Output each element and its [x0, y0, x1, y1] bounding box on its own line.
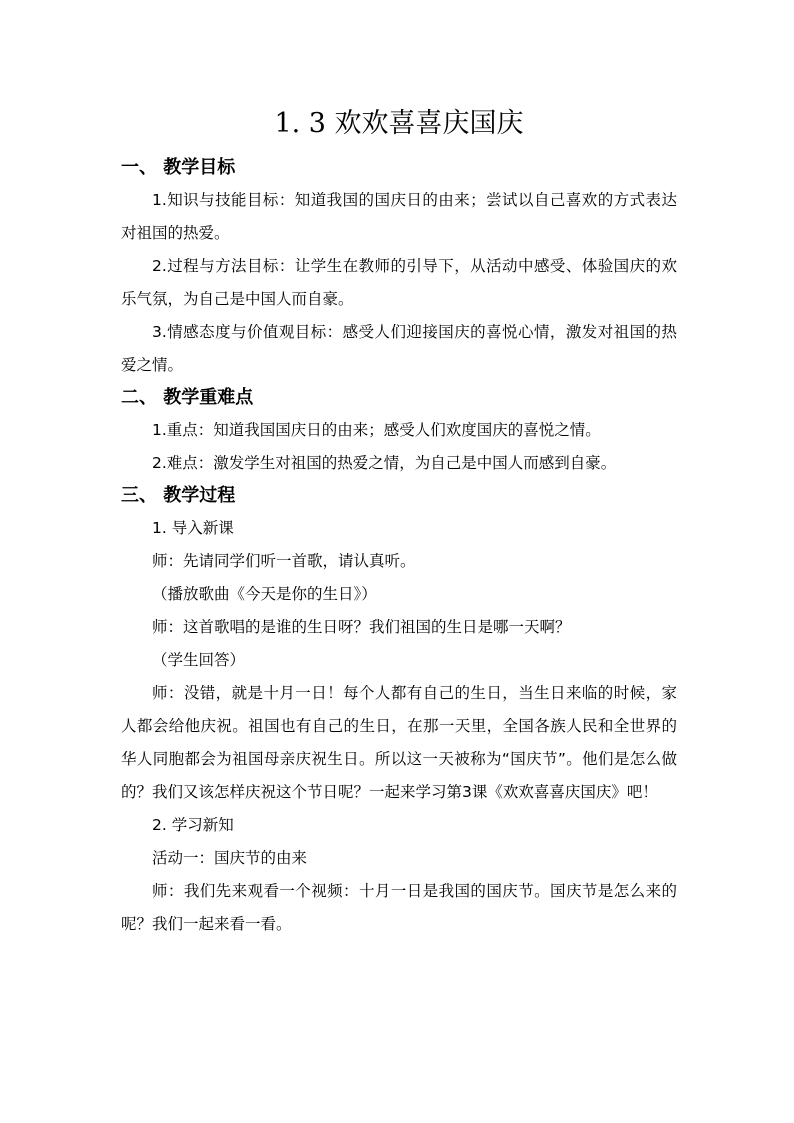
process-subheading-new: 2. 学习新知 — [152, 816, 234, 834]
process-line: （播放歌曲《今天是你的生日》） — [152, 585, 377, 603]
goal-knowledge: 1.知识与技能目标：知道我国的国庆日的由来；尝试以自己喜欢的方式表达对祖国的热爱。 — [121, 191, 677, 242]
process-line: 师：这首歌唱的是谁的生日呀？我们祖国的生日是哪一天啊？ — [152, 618, 571, 636]
goal-emotion: 3.情感态度与价值观目标：感受人们迎接国庆的喜悦心情，激发对祖国的热爱之情。 — [121, 323, 677, 374]
key-point-difficulty: 2.难点：激发学生对祖国的热爱之情，为自己是中国人而感到自豪。 — [152, 454, 617, 472]
process-paragraph: 师：我们先来观看一个视频：十月一日是我国的国庆节。国庆节是怎么来的呢？我们一起来看一看。 — [121, 882, 677, 933]
document-title: 1. 3 欢欢喜喜庆国庆 — [274, 108, 524, 139]
goal-process: 2.过程与方法目标：让学生在教师的引导下，从活动中感受、体验国庆的欢乐气氛，为自己是中国人而自豪。 — [121, 257, 677, 308]
key-point-focus: 1.重点：知道我国国庆日的由来；感受人们欢度国庆的喜悦之情。 — [152, 421, 601, 439]
section-heading-process: 三、 教学过程 — [121, 485, 236, 506]
process-paragraph: 师：没错，就是十月一日！每个人都有自己的生日，当生日来临的时候，家人都会给他庆祝。祖国也有自己的生日，在那一天里，全国各族人民和全世界的华人同胞都会为祖国母亲庆祝生日。所以这一天被称为“国庆节”。他们是怎么做的？我们又该怎样庆祝这个节日呢？一起来学习第3课《欢欢喜喜庆国庆》吧！ — [121, 684, 677, 801]
document-body — [121, 103, 677, 941]
section-heading-key-points: 二、 教学重难点 — [121, 387, 254, 408]
process-activity-title: 活动一：国庆节的由来 — [152, 849, 308, 867]
process-subheading-intro: 1. 导入新课 — [152, 519, 234, 537]
process-line: （学生回答） — [152, 651, 246, 669]
section-heading-goals: 一、 教学目标 — [121, 157, 236, 178]
process-line: 师：先请同学们听一首歌，请认真听。 — [152, 552, 416, 570]
